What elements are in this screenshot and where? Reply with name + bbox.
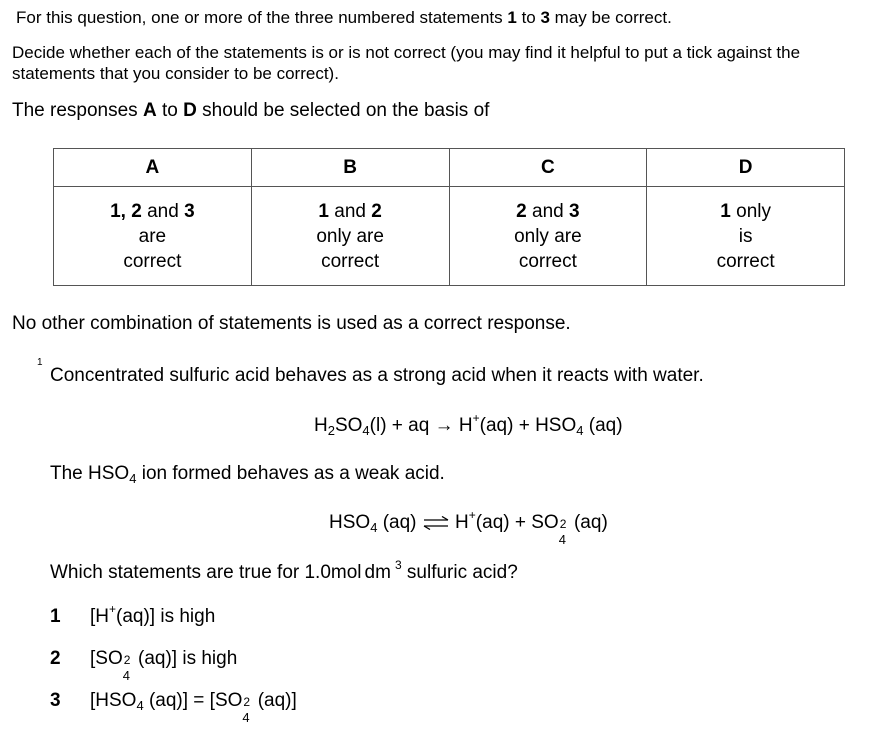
weak-acid-text: The $HSO_4$ ion formed behaves as a weak acid. [50,463,445,486]
response-option-b: 1 and 2 only are correct [251,187,449,286]
response-key-table [53,148,845,286]
intro-line-1: For this question, one or more of the three numbered statements 1 to 3 may be correct. [16,8,672,27]
equation-dissociation-1: $H_2SO_4(l)$ + aq → $H^+(aq) + HSO_4$ (aq) [314,411,623,438]
intro-line-3: The responses A to D should be selected on the basis of [12,100,490,121]
no-other-note: No other combination of statements is used as a correct response. [12,313,571,334]
question-text: Concentrated sulfuric acid behaves as a strong acid when it reacts with water. [50,365,704,386]
response-option-a: 1, 2 and 3 are correct [54,187,252,286]
equilibrium-arrow-icon [422,516,450,530]
which-statements-text: Which statements are true for 1.0mol dm $^3$ sulfuric acid? [50,558,518,583]
question-number: 1 [37,357,43,368]
response-header-c: C [449,149,647,187]
statement-3: 3 [$HSO_4$ (aq)] = [SO 2 4 (aq)] [50,690,297,725]
response-header-row [54,149,845,187]
equation-dissociation-2: $HSO_4$ (aq) H+(aq) + SO 2 4 (aq) [329,508,608,547]
response-header-d: D [647,149,845,187]
intro-line-2: Decide whether each of the statements is or is not correct (you may find it helpful to put a tick against the statements that you consider to be correct). [12,43,801,83]
reaction-arrow-icon: → [434,415,454,436]
response-option-c: 2 and 3 only are correct [449,187,647,286]
statement-2: 2 [SO 2 4 (aq)] is high [50,648,238,683]
response-option-d: 1 only is correct [647,187,845,286]
response-option-row [54,187,845,286]
response-header-a: A [54,149,252,187]
statement-1: 1 [H+(aq)] is high [50,602,216,627]
response-header-b: B [251,149,449,187]
